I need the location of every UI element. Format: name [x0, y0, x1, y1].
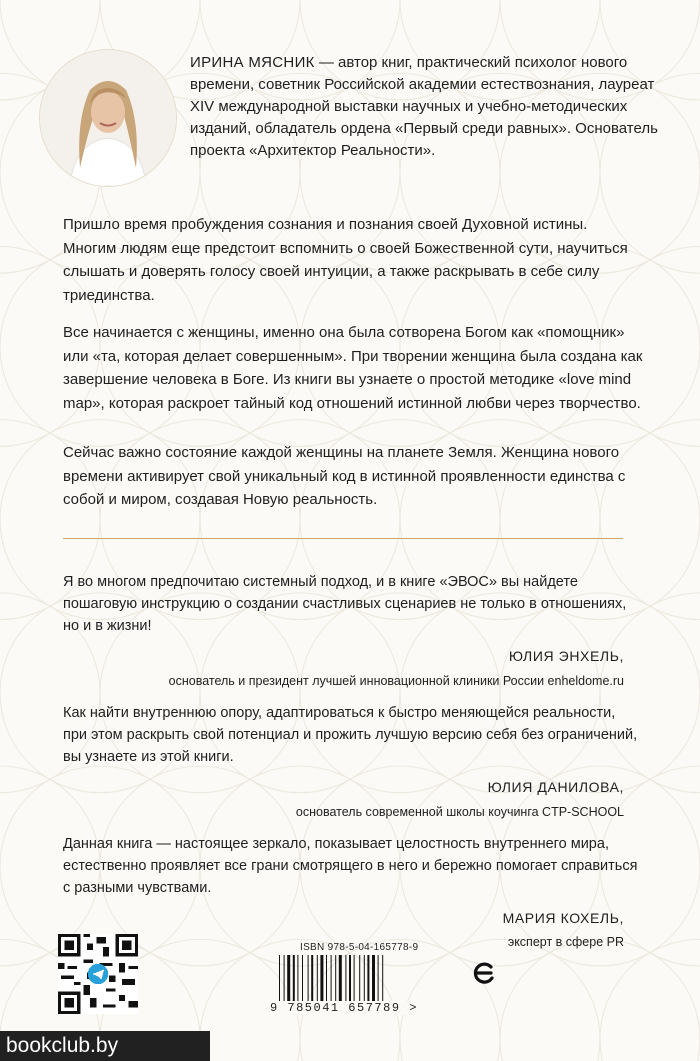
- description-paragraph-2: Все начинается с женщины, именно она была сотворена Богом как «помощник» или «та, которая делает совершенным». При творении женщина была создана как завершение человека в Боге. Из книги вы узнаете о простой методике «love mind map», которая раскроет тайный код отношений истинной любви через творчество.: [63, 324, 643, 412]
- isbn-text: ISBN 978-5-04-165778-9: [300, 942, 419, 953]
- barcode-digits: 9 785041 657789 >: [270, 1001, 418, 1015]
- testimonial-role-2: основатель современной школы коучинга CTP-SCHOOL: [295, 805, 624, 819]
- author-portrait: [40, 50, 176, 186]
- testimonial-role-3: эксперт в сфере PR: [507, 935, 624, 949]
- testimonial-name-3: МАРИЯ КОХЕЛЬ,: [502, 910, 624, 926]
- testimonial-quote-1: Я во многом предпочитаю системный подход, и в книге «ЭВОС» вы найдете пошаговую инструкцию о создании счастливых сценариев не только в отношениях, но и в жизни!: [63, 574, 627, 634]
- testimonial-quote-2: Как найти внутреннюю опору, адаптироваться к быстро меняющейся реальности, при этом раскрыть свой потенциал и прожить лучшую версию себя без ограничений, вы узнаете из этой книги.: [63, 705, 638, 765]
- description-paragraph-3: Сейчас важно состояние каждой женщины на планете Земля. Женщина нового времени активирует свой уникальный код в истинной проявленности единства с собой и миром, создавая Новую реальность.: [63, 444, 626, 508]
- qr-code: [58, 934, 138, 1014]
- testimonial-name-2: ЮЛИЯ ДАНИЛОВА,: [487, 779, 624, 795]
- author-name: ИРИНА МЯСНИК: [190, 54, 315, 71]
- watermark: bookclub.by: [0, 1031, 210, 1061]
- section-divider: [63, 538, 623, 539]
- author-bio-text: — автор книг, практический психолог нового времени, советник Российской академии естествознания, лауреат XIV международной выставки научных и учебно-методических изданий, обладатель ордена «Первый среди равных». Основатель проекта «Архитектор Реальности».: [190, 54, 658, 159]
- description-paragraph-1: Пришло время пробуждения сознания и познания своей Духовной истины. Многим людям еще предстоит вспомнить о своей Божественной сути, научиться слышать и доверять голосу своей интуиции, а также раскрывать в себе силу триединства.: [63, 216, 628, 304]
- eksmo-e-icon: [471, 960, 497, 986]
- author-bio: [190, 52, 660, 162]
- testimonial-name-1: ЮЛИЯ ЭНХЕЛЬ,: [508, 648, 624, 664]
- testimonial-quote-3: Данная книга — настоящее зеркало, показывает целостность внутреннего мира, естественно проявляет все грани смотрящего в него и бережно помогает справиться с разными чувствами.: [63, 836, 638, 896]
- testimonial-role-1: основатель и президент лучшей инновационной клиники России enheldome.ru: [168, 674, 624, 688]
